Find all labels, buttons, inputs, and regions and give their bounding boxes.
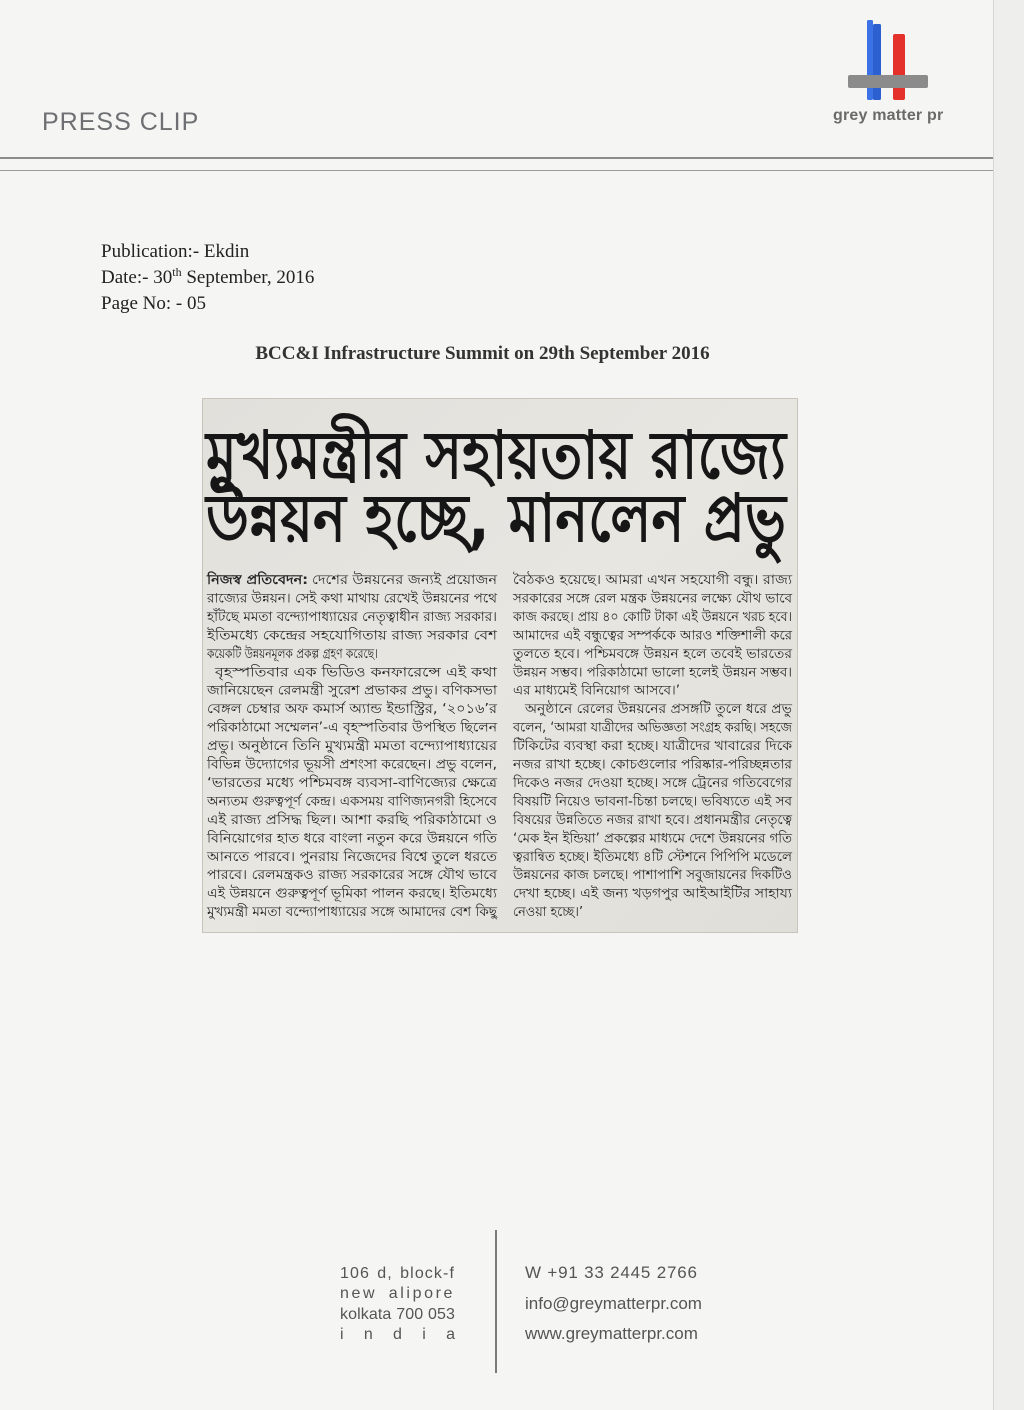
logo-red-bar: [893, 34, 905, 100]
article-line: বেঙ্গল চেম্বার অফ কমার্স অ্যান্ড ইন্ডাস্ট্রির, ‘২০১৬’র: [207, 701, 478, 718]
address-line: new alipore: [340, 1285, 455, 1303]
article-line: প্রভু। অনুষ্ঠানে তিনি মুখ্যমন্ত্রী মমতা বন্দ্যোপাধ্যায়ের: [207, 738, 477, 755]
article-line: বলেন, ‘আমরা যাত্রীদের অভিজ্ঞতা সংগ্রহ করছি। সহজে: [513, 719, 811, 736]
article-line: দিকেও নজর দেওয়া হচ্ছে। সঙ্গে ট্রেনের গতিবেগের: [513, 775, 784, 791]
logo-blue-bar-dark: [873, 24, 881, 100]
article-line: বিনিয়োগের হাত ধরে বাংলা নতুন করে উন্নয়নে গতি: [207, 830, 484, 847]
address-line: i n d i a: [340, 1325, 455, 1343]
newspaper-clipping: [202, 398, 900, 933]
clipping-headline-line-1: মুখ্যমন্ত্রীর সহায়তায় রাজ্যে: [206, 417, 893, 494]
publication-date: [101, 265, 314, 291]
press-clip-title: PRESS CLIP: [42, 108, 200, 136]
contact-email: info@greymatterpr.com: [525, 1293, 702, 1313]
date-prefix: Date:- 30: [101, 267, 173, 288]
article-line: তুলতে হবে। পশ্চিমবঙ্গে উন্নয়ন হলে তবেই ভারতের: [513, 645, 784, 662]
article-line: অন্যতম গুরুত্বপূর্ণ কেন্দ্র। একসময় বাণিজ্যনগরী হিসেবে: [207, 793, 500, 810]
article-line: দেশের উন্নয়নের জন্যই প্রয়োজন: [312, 572, 484, 588]
publication-name: Publication:- Ekdin: [101, 241, 250, 262]
article-line: সরকারের সঙ্গে রেল মন্ত্রক উন্নয়নের লক্ষ্যে যৌথ ভাবে: [513, 590, 796, 607]
event-title: BCC&I Infrastructure Summit on 29th September 2016: [255, 343, 710, 364]
article-line: কয়েকটি উন্নয়নমূলক প্রকল্প গ্রহণ করেছে।: [207, 645, 425, 662]
article-line: মুখ্যমন্ত্রী মমতা বন্দ্যোপাধ্যায়ের সঙ্গে আমাদের বেশ কিছু: [207, 904, 497, 921]
article-line: ত্বরান্বিত হচ্ছে। ইতিমধ্যে ৪টি স্টেশনে পিপিপি মডেলে: [513, 848, 793, 865]
article-line: টিকিটের ব্যবস্থা করা হচ্ছে। যাত্রীদের খাবারের দিকে: [513, 738, 782, 755]
article-line: পরিকাঠামো সম্মেলন’-এ বৃহস্পতিবার উপস্থিত ছিলেন: [207, 719, 489, 736]
contact-website: www.greymatterpr.com: [525, 1324, 698, 1343]
article-line: অনুষ্ঠানে রেলের উন্নয়নের প্রসঙ্গটি তুলে ধরে প্রভু: [525, 701, 785, 718]
header-rule-thick: [0, 157, 993, 159]
article-line: জানিয়েছেন রেলমন্ত্রী সুরেশ প্রভাকর প্রভু। বণিকসভা: [207, 682, 483, 699]
footer-divider: [495, 1230, 497, 1373]
article-line: ‘ভারতের মধ্যে পশ্চিমবঙ্গ ব্যবসা-বাণিজ্যের ক্ষেত্রে: [207, 775, 466, 791]
clipping-headline-line-2: উন্নয়ন হচ্ছে, মানলেন প্রভু: [206, 480, 900, 557]
article-line: উন্নয়ন সম্ভব। পরিকাঠামো ভালো হলেই উন্নয়ন সম্ভব।: [513, 664, 796, 681]
article-line: কাজ করছে। প্রায় ৪০ কোটি টাকা এই উন্নয়নে খরচ হবে।: [513, 608, 812, 625]
footer-contact: [525, 1258, 702, 1350]
article-line: এর মাধ্যমেই বিনিয়োগ আসবে।’: [513, 682, 683, 699]
article-line: বিষয়ের উন্নতিতে নজর রাখা হবে। প্রধানমন্ত্রীর নেতৃত্বে: [513, 811, 800, 828]
date-rest: September, 2016: [181, 267, 315, 288]
article-line: নেওয়া হচ্ছে।’: [513, 904, 583, 921]
article-line: রাজ্যের উন্নয়ন। সেই কথা মাথায় রেখেই উন্নয়নের পথে: [207, 590, 497, 607]
header-rule-thin: [0, 170, 993, 171]
article-line: আনতে পারবে। পুনরায় নিজেদের বিশ্বে তুলে ধরতে: [207, 848, 477, 865]
logo-gray-bar: [848, 75, 928, 88]
article-line: এই রাজ্য প্রসিদ্ধ ছিল। আশা করছি পরিকাঠামো ও: [207, 811, 470, 828]
address-line: 106 d, block-f: [340, 1265, 455, 1282]
article-line: নজর রাখা হচ্ছে। কোচগুলোর পরিষ্কার-পরিচ্ছন্নতার: [513, 756, 785, 773]
grey-matter-pr-logo-icon: [840, 14, 936, 106]
article-line: বিষয়টি নিয়েও ভাবনা-চিন্তা চলছে। ভবিষ্যতে এই সব: [513, 793, 793, 810]
article-line: ইতিমধ্যে কেন্দ্রের সহযোগিতায় রাজ্য সরকার বেশ: [207, 627, 466, 644]
contact-phone: W +91 33 2445 2766: [525, 1263, 698, 1282]
article-line: উন্নয়নের কাজ চলছে। পাশাপাশি সবুজায়নের দিকটিও: [513, 867, 796, 884]
article-line: হাঁটছে মমতা বন্দ্যোপাধ্যায়ের নেতৃত্বাধীন রাজ্য সরকার।: [207, 608, 497, 625]
publication-page: Page No: - 05: [101, 293, 207, 314]
page-edge: [993, 0, 1024, 1410]
footer-address: [340, 1264, 455, 1345]
date-suffix: th: [172, 265, 182, 279]
article-line: আমাদের এই বন্ধুত্বের সম্পর্ককে আরও শক্তিশালী করে: [513, 627, 799, 644]
article-line: বিভিন্ন উদ্যোগের ভূয়সী প্রশংসা করেছেন। প্রভু বলেন,: [207, 756, 491, 773]
article-line: বৈঠকও হয়েছে। আমরা এখন সহযোগী বন্ধু। রাজ্য: [513, 572, 776, 588]
article-line: এই উন্নয়নে গুরুত্বপূর্ণ ভূমিকা পালন করছে। ইতিমধ্যে: [207, 885, 486, 902]
article-line: দেখা হচ্ছে। এই জন্য খড়গপুর আইআইটির সাহায্য: [513, 885, 780, 902]
publication-info: [101, 239, 314, 317]
address-line: kolkata 700 053: [340, 1305, 455, 1323]
article-line: বৃহস্পতিবার এক ভিডিও কনফারেন্সে এই কথা: [215, 664, 457, 681]
brand-name: grey matter pr: [833, 107, 944, 124]
article-line: পারবে। রেলমন্ত্রকও রাজ্য সরকারের সঙ্গে যৌথ ভাবে: [207, 867, 484, 884]
article-line: ‘মেক ইন ইন্ডিয়া’ প্রকল্পের মাধ্যমে দেশে উন্নয়নের গতি: [513, 830, 797, 847]
clipping-byline: নিজস্ব প্রতিবেদন:: [207, 572, 302, 588]
